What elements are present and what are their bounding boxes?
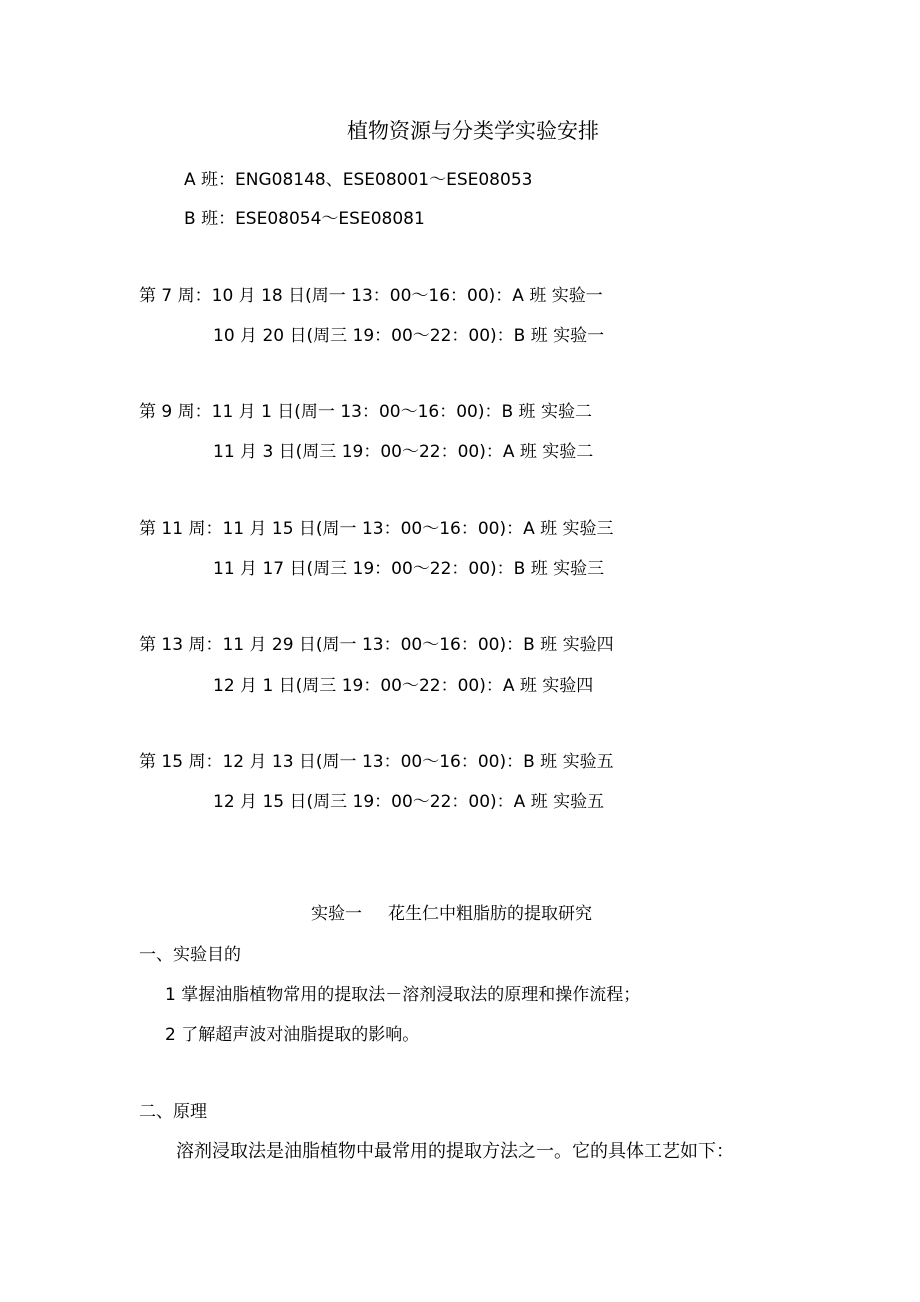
schedule-week-13-sub: 12 月 1 日(周三 19：00～22：00)：A 班 实验四 <box>213 676 594 696</box>
schedule-week-11-main: 第 11 周：11 月 15 日(周一 13：00～16：00)：A 班 实验三 <box>139 519 614 539</box>
schedule-week-7-sub: 10 月 20 日(周三 19：00～22：00)：B 班 实验一 <box>213 326 605 346</box>
objective-item-2: 2 了解超声波对油脂提取的影响。 <box>165 1025 420 1045</box>
schedule-week-13-main: 第 13 周：11 月 29 日(周一 13：00～16：00)：B 班 实验四 <box>139 635 614 655</box>
page-title: 植物资源与分类学实验安排 <box>347 119 599 143</box>
schedule-week-7-main: 第 7 周：10 月 18 日(周一 13：00～16：00)：A 班 实验一 <box>139 286 603 306</box>
principle-paragraph: 溶剂浸取法是油脂植物中最常用的提取方法之一。它的具体工艺如下： <box>176 1141 734 1162</box>
section-objectives-heading: 一、实验目的 <box>139 945 241 965</box>
objective-item-1: 1 掌握油脂植物常用的提取法－溶剂浸取法的原理和操作流程； <box>165 985 641 1005</box>
schedule-week-9-main: 第 9 周：11 月 1 日(周一 13：00～16：00)：B 班 实验二 <box>139 402 592 422</box>
experiment-number: 实验一 <box>311 904 362 924</box>
schedule-week-11-sub: 11 月 17 日(周三 19：00～22：00)：B 班 实验三 <box>213 559 605 579</box>
class-b-range: B 班：ESE08054～ESE08081 <box>184 209 425 229</box>
schedule-week-15-sub: 12 月 15 日(周三 19：00～22：00)：A 班 实验五 <box>213 792 605 812</box>
experiment-title <box>311 903 592 925</box>
section-principle-heading: 二、原理 <box>139 1102 207 1122</box>
class-a-range: A 班：ENG08148、ESE08001～ESE08053 <box>184 170 533 190</box>
experiment-name: 花生仁中粗脂肪的提取研究 <box>388 904 592 924</box>
schedule-week-9-sub: 11 月 3 日(周三 19：00～22：00)：A 班 实验二 <box>213 442 594 462</box>
schedule-week-15-main: 第 15 周：12 月 13 日(周一 13：00～16：00)：B 班 实验五 <box>139 752 614 772</box>
